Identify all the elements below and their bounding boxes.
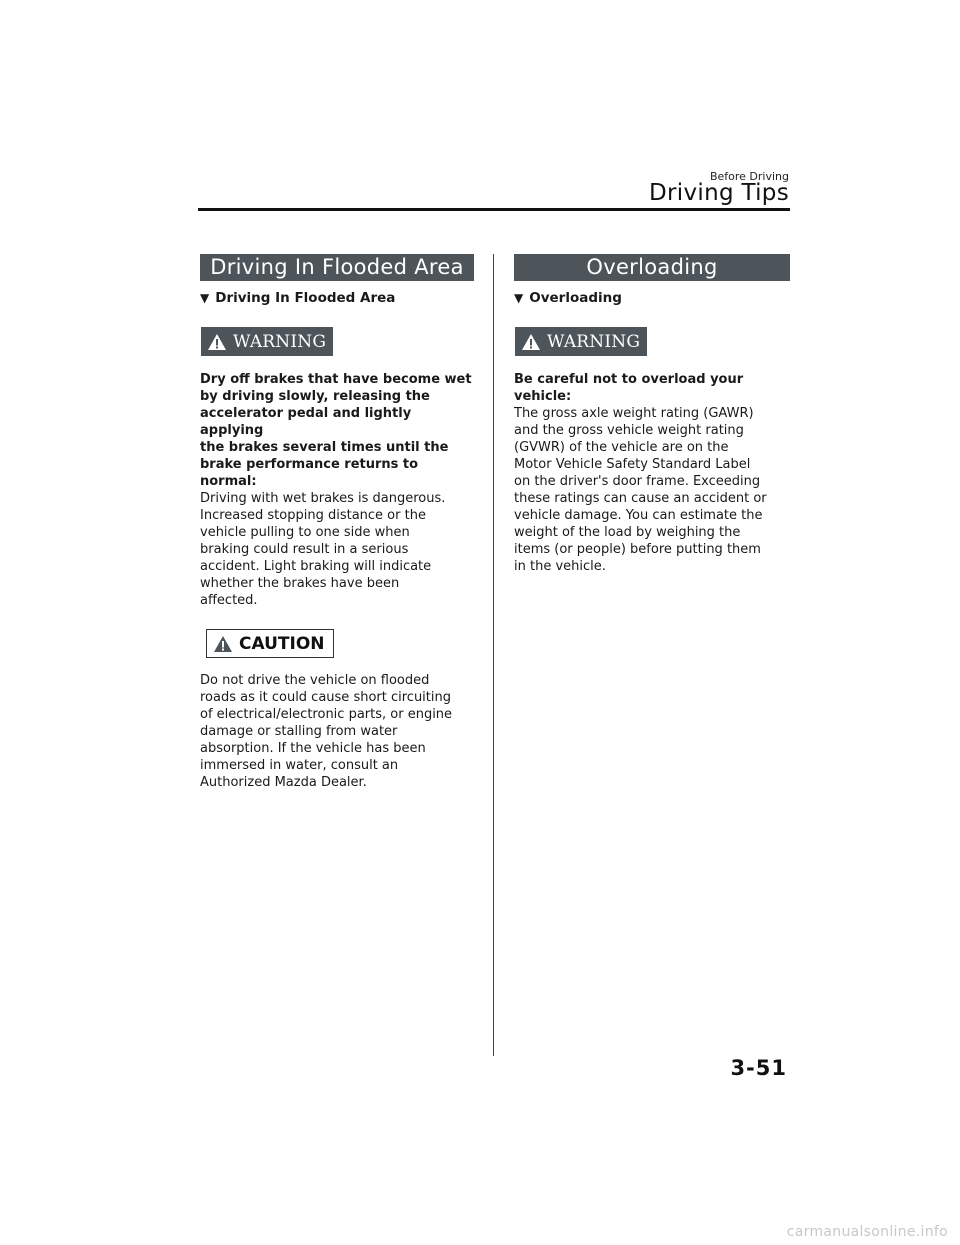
subheading-label: Driving In Flooded Area [215, 290, 396, 306]
triangle-down-icon: ▼ [200, 291, 210, 305]
section-banner-flooded-area: Driving In Flooded Area [200, 254, 474, 281]
warning-notice [515, 327, 647, 356]
subheading-flooded-area [200, 289, 474, 307]
warning-notice [201, 327, 333, 356]
subheading-label: Overloading [529, 290, 622, 306]
header-section-label: Before Driving [709, 170, 789, 183]
warning-label: WARNING [233, 331, 327, 352]
header-divider [198, 208, 790, 211]
warning-notice-wrap [514, 327, 790, 356]
warning-bold-text: Be careful not to overload your vehicle: [514, 372, 744, 404]
warning-triangle-icon [521, 333, 541, 351]
watermark: carmanualsonline.info [786, 1224, 948, 1240]
caution-notice [206, 629, 334, 658]
warning-body-text: Driving with wet brakes is dangerous. Increased stopping distance or the vehicle pulling to one side when braking could result in a serious accident. Light braking will indicate whether the brakes have been affected. [200, 491, 446, 608]
warning-label: WARNING [547, 331, 641, 352]
caution-notice-wrap [200, 629, 474, 658]
column-divider [493, 254, 494, 1056]
warning-bold-text: Dry off brakes that have become wet by driving slowly, releasing the accelerator pedal and lightly applying the brakes several times until the brake performance returns to normal: [200, 372, 472, 489]
warning-body-text: The gross axle weight rating (GAWR) and the gross vehicle weight rating (GVWR) of the vehicle are on the Motor Vehicle Safety Standard Label on the driver's door frame. Exceeding these ratings can cause an accident or vehicle damage. You can estimate the weight of the load by weighing the items (or people) before putting them in the vehicle. [514, 406, 767, 574]
page-title: Driving Tips [649, 180, 789, 206]
right-column [514, 254, 790, 575]
section-banner-overloading: Overloading [514, 254, 790, 281]
warning-triangle-icon [207, 333, 227, 351]
page-number: 3-51 [730, 1056, 787, 1080]
caution-body-text: Do not drive the vehicle on flooded roads as it could cause short circuiting of electrical/electronic parts, or engine damage or stalling from water absorption. If the vehicle has been immersed in water, consult an Authorized Mazda Dealer. [200, 673, 453, 790]
triangle-down-icon: ▼ [514, 291, 524, 305]
warning-triangle-icon [213, 635, 233, 653]
warning-notice-wrap [200, 327, 474, 356]
subheading-overloading [514, 289, 790, 307]
caution-label: CAUTION [239, 633, 325, 654]
left-column [200, 254, 474, 791]
